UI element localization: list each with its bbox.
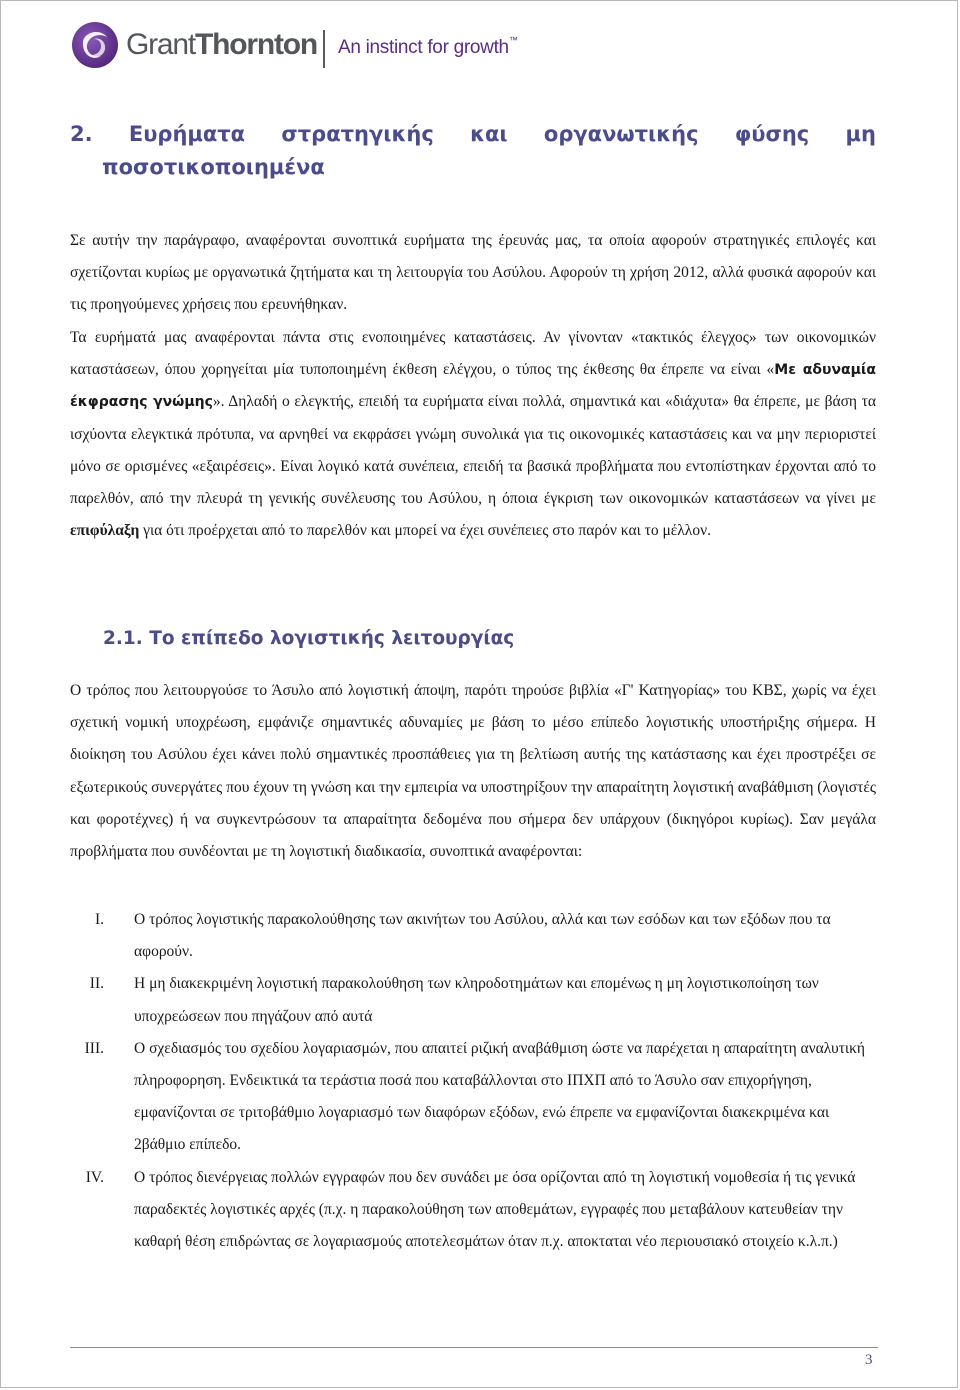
title-word: και: [470, 122, 508, 146]
section-title-line1: [70, 118, 876, 151]
opinion-type-bold: Με αδυναμία έκφρασης γνώμης: [70, 362, 876, 411]
findings-paragraph: [70, 322, 876, 547]
list-item-text: Η μη διακεκριμένη λογιστική παρακολούθηση των κληροδοτημάτων και επομένως η μη λογιστικοποίηση των υποχρεώσεων που πηγάζουν από αυτά: [134, 975, 819, 1025]
list-numeral: IV.: [85, 1168, 104, 1186]
list-item-text: Ο σχεδιασμός του σχεδίου λογαριασμών, που απαιτεί ριζική αναβάθμιση ώστε να παρέχεται η απαραίτητη αναλυτική πληροφορηση. Ενδεικτικά τα τεράστια ποσά που καταβάλλονται στο ΙΠΧΠ από το Άσυλο σαν επιχορήγηση, εμφανίζονται σε τριτοβάθμιο λογαριασμό των διαφόρων εξόδων, ενώ έπρεπε να εμφανίζονται διακεκριμένα και 2βάθμιο επίπεδο.: [134, 1039, 866, 1154]
list-numeral: I.: [94, 911, 104, 928]
header-divider: [323, 30, 325, 68]
footer-divider: [70, 1347, 878, 1348]
title-word: οργανωτικής: [543, 122, 699, 146]
section-number: 2.: [70, 122, 93, 146]
accounting-paragraph: Ο τρόπος που λειτουργούσε το Άσυλο από λογιστική άποψη, παρότι τηρούσε βιβλία «Γ' Κατηγορίας» του ΚΒΣ, χωρίς να έχει σχετική νομική υποχρέωση, εμφάνιζε σημαντικές αδυναμίες με βάση το μέσο επίπεδο λογιστικής υποστήριξης σήμερα. Η διοίκηση του Ασύλου έχει κάνει πολύ σημαντικές προσπάθειες για τη βελτίωση αυτής της κατάστασης και έχει προστρέξει σε εξωτερικούς συνεργάτες που έχουν τη γνώση και την εμπειρία να υποστηρίξουν την απαραίτητη λογιστική αναβάθμιση (λογιστές και φοροτέχνες) ή να συγκεντρώσουν τα απαραίτητα δεδομένα που σήμερα δεν υπάρχουν (δικηγόροι κυρίως). Σαν μεγάλα προβλήματα που συνδέονται με τη λογιστική διαδικασία, συνοπτικά αναφέρονται:: [70, 682, 876, 861]
title-word: στρατηγικής: [281, 122, 434, 146]
tagline: [338, 37, 518, 59]
intro-paragraph: Σε αυτήν την παράγραφο, αναφέρονται συνοπτικά ευρήματα της έρευνάς μας, τα οποία αφορούν στρατηγικές επιλογές και σχετίζονται κυρίως με οργανωτικά ζητήματα και τη λειτουργία του Ασύλου. Αφορούν τη χρήση 2012, αλλά φυσικά αφορούν και τις προηγούμενες χρήσεις που ερευνήθηκαν.: [70, 232, 876, 314]
list-numeral: III.: [84, 1039, 104, 1057]
list-item: [70, 1162, 876, 1259]
list-item-text: Ο τρόπος λογιστικής παρακολούθησης των ακινήτων του Ασύλου, αλλά και των εσόδων και των εξόδων που τα αφορούν.: [134, 911, 831, 961]
title-word: μη: [845, 122, 876, 146]
subsection-title: 2.1. Το επίπεδο λογιστικής λειτουργίας: [103, 628, 515, 649]
findings-text-3: για ότι προέρχεται από το παρελθόν και μπορεί να έχει συνέπειες στο παρόν και το μέλλον.: [139, 522, 711, 540]
brand-name-part1: Grant: [126, 28, 196, 61]
list-item: [70, 968, 876, 1032]
findings-text-2: ». Δηλαδή ο ελεγκτής, επειδή τα ευρήματα είναι πολλά, σημαντικά και «διάχυτα» θα έπρεπε, με βάση τα ισχύοντα ελεγκτικά πρότυπα, να αρνηθεί να εκφράσει γνώμη συνολικά για τις οικονομικές καταστάσεις και να μην περιοριστεί μόνο σε ορισμένες «εξαιρέσεις». Είναι λογικό κατά συνέπεια, επειδή τα βασικά προβλήματα που εντοπίστηκαν έρχονται από το παρελθόν, από την πλευρά τη γενικής συνέλευσης του Ασύλου, η όποια έγκριση των οικονομικών καταστάσεων να γίνει με: [70, 393, 876, 508]
list-item: [70, 904, 876, 968]
problems-list: [70, 904, 876, 1258]
page-header: [70, 20, 590, 76]
page-number: 3: [865, 1352, 873, 1368]
brand-name-part2: Thornton: [195, 28, 318, 61]
brand-name: [126, 28, 317, 62]
section-title-line2: ποσοτικοποιημένα: [102, 155, 325, 179]
title-word: Ευρήματα: [128, 122, 246, 146]
list-numeral: II.: [89, 975, 104, 993]
trademark-mark: ™: [508, 35, 518, 45]
tagline-text: An instinct for growth: [338, 37, 509, 58]
list-item-text: Ο τρόπος διενέργειας πολλών εγγραφών που δεν συνάδει με όσα ορίζονται από τη λογιστική νομοθεσία ή τις γενικά παραδεκτές λογιστικές αρχές (π.χ. η παρακολούθηση των αποθεμάτων, εγγραφές που μεταβάλουν κατευθείαν την καθαρή θέση επιδρώντας σε λογαριασμούς αποτελεσμάτων όταν π.χ. αποκταται νέο περιουσιακό στοιχείο κ.λ.π.): [134, 1168, 856, 1251]
findings-text-1: Τα ευρήματά μας αναφέρονται πάντα στις ενοποιημένες καταστάσεις. Αν γίνονταν «τακτικός έλεγχος» των οικονομικών καταστάσεων, όπου χορηγείται μία τυποποιημένη έκθεση ελέγχου, ο τύπος της έκθεσης θα έπρεπε να είναι «: [70, 329, 876, 379]
reservation-bold: επιφύλαξη: [70, 522, 140, 540]
section-title: [70, 118, 876, 184]
list-item: [70, 1033, 876, 1162]
title-word: φύσης: [734, 122, 810, 146]
grant-thornton-logo-icon: [70, 20, 120, 70]
